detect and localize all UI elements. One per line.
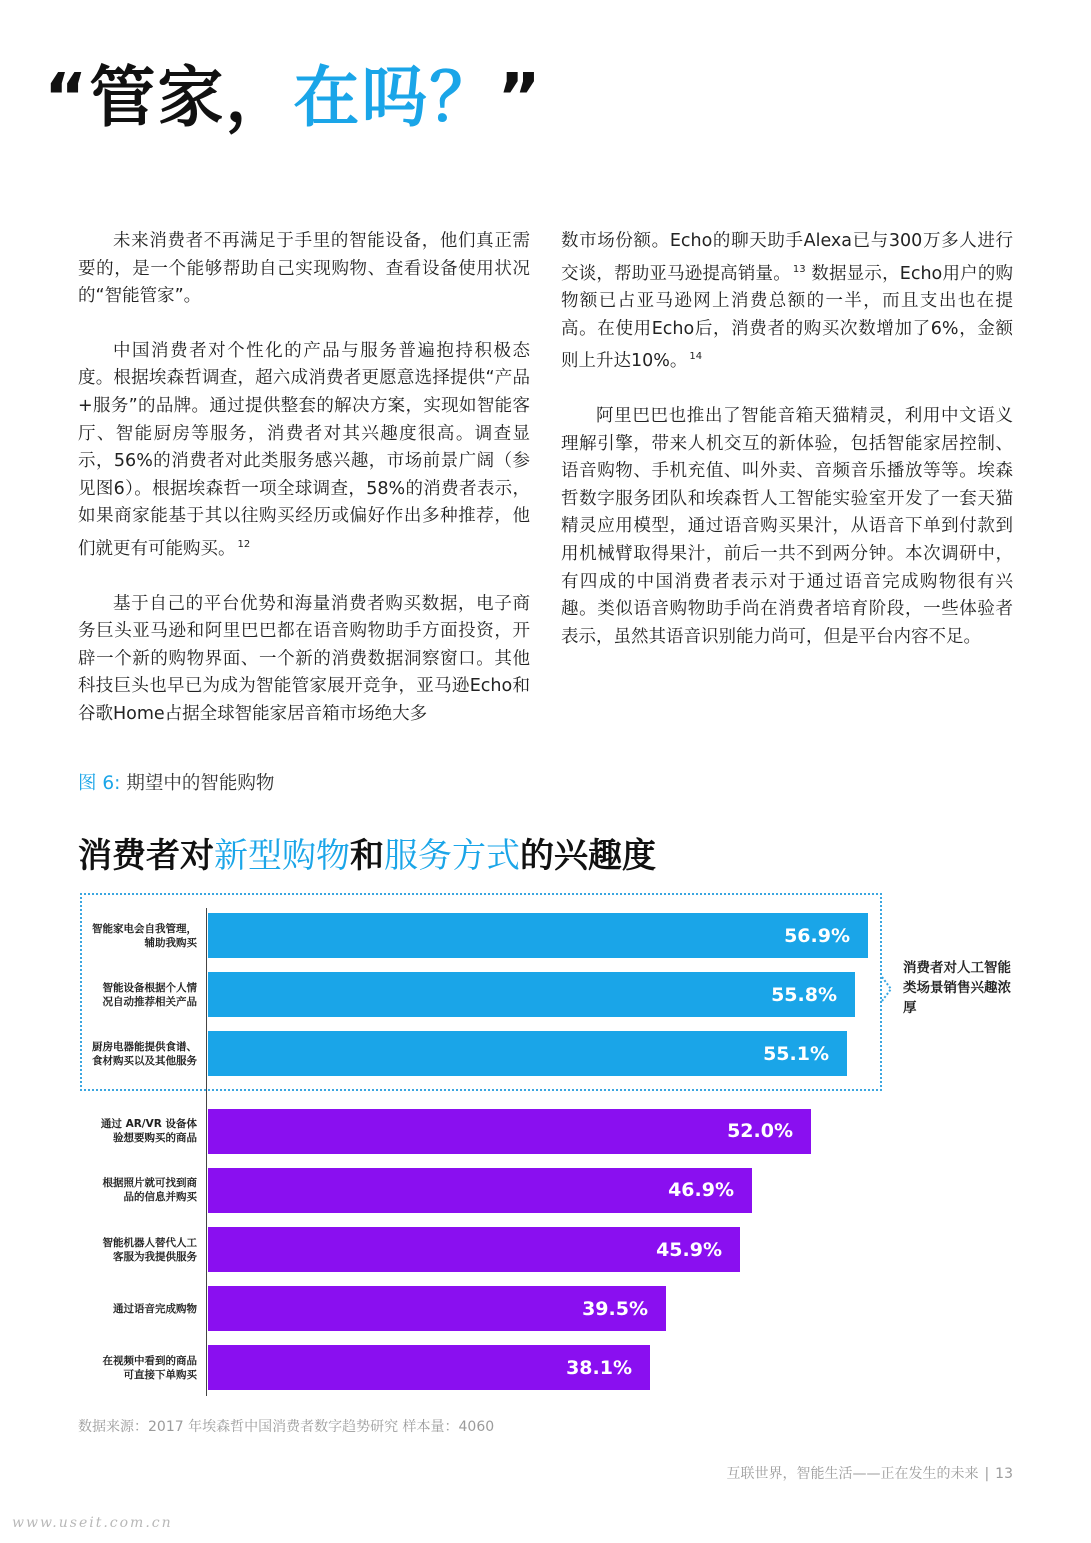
bar-category-label-line: 辅助我购买 — [144, 936, 197, 949]
figure-number: 图 6: — [78, 773, 121, 794]
page-headline — [44, 59, 543, 136]
figure-caption-text: 期望中的智能购物 — [126, 773, 275, 794]
bar-category-label-line: 况自动推荐相关产品 — [102, 995, 197, 1008]
bar — [208, 1031, 847, 1076]
headline-open-quote: “ — [44, 59, 90, 136]
bar-category-label-line: 品的信息并购买 — [123, 1191, 197, 1204]
bar-category-label — [84, 981, 197, 1009]
right-paragraph-1b: 数据显示，Echo用户的购物额已占亚马逊网上消费总额的一半，而且支出也在提高。在使用Echo后，消费者的购买次数增加了6%，金额则上升达10%。 — [561, 263, 1013, 372]
bar-value-label: 39.5% — [582, 1297, 648, 1320]
right-column — [561, 228, 1013, 678]
bar-category-label — [84, 1176, 197, 1204]
bar — [208, 1345, 650, 1390]
bar — [208, 1109, 811, 1154]
headline-part-1: 管家， — [89, 59, 294, 136]
left-column — [78, 228, 530, 756]
bar — [208, 972, 855, 1017]
headline-close-quote: ” — [497, 59, 543, 136]
chart-title-part-4: 服务方式 — [384, 836, 520, 876]
footnote-13: 13 — [792, 263, 806, 275]
watermark: www.useit.com.cn — [12, 1515, 173, 1531]
chart-title-part-5: 的兴趣度 — [520, 836, 656, 876]
page-number: 13 — [995, 1466, 1013, 1482]
footer-title: 互联世界，智能生活——正在发生的未来 — [726, 1466, 979, 1482]
bar-category-label-line: 智能机器人替代人工 — [102, 1236, 197, 1249]
left-paragraph-1: 未来消费者不再满足于手里的智能设备，他们真正需要的，是一个能够帮助自己实现购物、查看设备使用状况的“智能管家”。 — [78, 231, 530, 307]
footnote-14: 14 — [689, 351, 703, 363]
bar — [208, 1168, 752, 1213]
bar-category-label — [84, 1117, 197, 1145]
bar-category-label — [84, 922, 197, 950]
right-paragraph-1 — [561, 228, 1013, 376]
figure-caption — [78, 769, 274, 795]
chart-title-part-1: 消费者对 — [78, 836, 214, 876]
bar-category-label-line: 智能设备根据个人情 — [102, 981, 197, 994]
headline-part-2: 在吗？ — [293, 59, 498, 136]
chart-title-part-3: 和 — [350, 836, 384, 876]
bar-value-label: 52.0% — [727, 1120, 793, 1143]
bar-category-label — [84, 1040, 197, 1068]
data-source: 数据来源：2017 年埃森哲中国消费者数字趋势研究 样本量：4060 — [78, 1419, 495, 1435]
page-footer — [726, 1463, 1013, 1483]
left-paragraph-3: 基于自己的平台优势和海量消费者购买数据，电子商务巨头亚马逊和阿里巴巴都在语音购物助手方面投资，开辟一个新的购物界面、一个新的消费数据洞察窗口。其他科技巨头也早已为成为智能管家展开竞争，亚马逊Echo和谷歌Home占据全球智能家居音箱市场绝大多 — [78, 593, 530, 724]
bar-category-label-line: 根据照片就可找到商 — [102, 1177, 197, 1190]
bar-category-label-line: 客服为我提供服务 — [113, 1250, 197, 1263]
bar-category-label-line: 通过 AR/VR 设备体 — [100, 1118, 197, 1131]
bar-category-label-line: 厨房电器能提供食谱、 — [92, 1040, 197, 1053]
bar-value-label: 55.8% — [771, 983, 837, 1006]
bar-category-label-line: 可直接下单购买 — [123, 1368, 197, 1381]
bar-category-label — [84, 1302, 197, 1316]
left-paragraph-2 — [78, 338, 530, 564]
bar-value-label: 56.9% — [784, 924, 850, 947]
bar-value-label: 45.9% — [656, 1238, 722, 1261]
chart-title — [78, 828, 656, 877]
bar-value-label: 55.1% — [763, 1042, 829, 1065]
right-paragraph-1a: 数市场份额。Echo的聊天助手Alexa已与300万多人进行交谈，帮助亚马逊提高销量。 — [561, 231, 1013, 284]
chart-axis-line — [206, 908, 207, 1396]
footer-separator: | — [984, 1466, 990, 1482]
bar — [208, 1286, 666, 1331]
bar-category-label-line: 在视频中看到的商品 — [102, 1354, 197, 1367]
annotation-pointer — [880, 975, 894, 1003]
bar — [208, 913, 868, 958]
chart-title-part-2: 新型购物 — [214, 836, 350, 876]
chart-annotation: 消费者对人工智能类场景销售兴趣浓厚 — [903, 960, 1011, 1016]
bar — [208, 1227, 740, 1272]
bar-category-label-line: 验想要购买的商品 — [113, 1132, 197, 1145]
footnote-12: 12 — [237, 538, 251, 550]
bar-category-label — [84, 1236, 197, 1264]
bar-category-label-line: 食材购买以及其他服务 — [92, 1054, 197, 1067]
bar-value-label: 46.9% — [668, 1179, 734, 1202]
bar-category-label-line: 通过语音完成购物 — [113, 1302, 197, 1315]
bar-value-label: 38.1% — [566, 1356, 632, 1379]
left-paragraph-2-text: 中国消费者对个性化的产品与服务普遍抱持积极态度。根据埃森哲调查，超六成消费者更愿意选择提供“产品+服务”的品牌。通过提供整套的解决方案，实现如智能客厅、智能厨房等服务，消费者对其兴趣度很高。调查显示，56%的消费者对此类服务感兴趣，市场前景广阔（参见图6）。根据埃森哲一项全球调查，58%的消费者表示，如果商家能基于其以往购买经历或偏好作出多种推荐，他们就更有可能购买。 — [78, 340, 530, 559]
right-paragraph-2: 阿里巴巴也推出了智能音箱天猫精灵，利用中文语义理解引擎，带来人机交互的新体验，包括智能家居控制、语音购物、手机充值、叫外卖、音频音乐播放等等。埃森哲数字服务团队和埃森哲人工智能实验室开发了一套天猫精灵应用模型，通过语音购买果汁，从语音下单到付款到用机械臂取得果汁，前后一共不到两分钟。本次调研中，有四成的中国消费者表示对于通过语音完成购物很有兴趣。类似语音购物助手尚在消费者培育阶段，一些体验者表示，虽然其语音识别能力尚可，但是平台内容不足。 — [561, 405, 1013, 647]
bar-category-label — [84, 1354, 197, 1382]
bar-category-label-line: 智能家电会自我管理， — [92, 922, 197, 935]
